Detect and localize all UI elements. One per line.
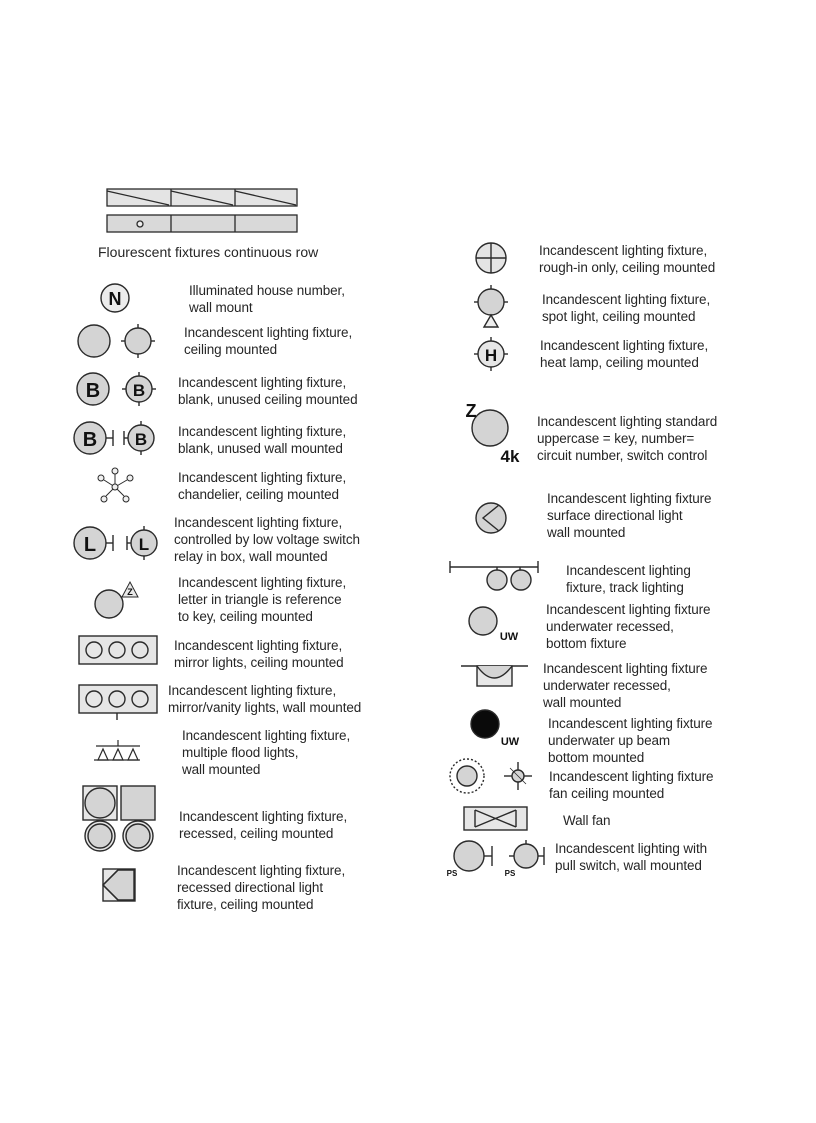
blank-ceiling-symbol [77, 372, 156, 406]
desc-mirror-wall: Incandescent lighting fixture, mirror/vanity lights, wall mounted [168, 683, 362, 715]
desc-mirror-ceiling: Incandescent lighting fixture, mirror lights, ceiling mounted [174, 638, 344, 670]
underwater-upbeam-letters: UW [500, 736, 520, 748]
standard-circuit-number: 4k [500, 447, 520, 466]
low-voltage-letter-2: L [138, 535, 150, 554]
underwater-bottom-symbol [469, 607, 519, 643]
blank-wall-letter-2: B [134, 430, 148, 449]
desc-recessed: Incandescent lighting fixture, recessed, ceiling mounted [179, 809, 348, 841]
pull-switch-letters-1: PS [446, 869, 458, 878]
chandelier-symbol [98, 468, 133, 502]
fluorescent-caption: Flourescent fixtures continuous row [98, 244, 319, 260]
blank-wall-symbol [74, 421, 154, 455]
desc-house-number: Illuminated house number, wall mount [189, 283, 345, 315]
wall-fan-symbol [464, 807, 527, 830]
standard-symbol [466, 401, 520, 466]
pull-switch-symbol [447, 840, 544, 878]
recessed-directional-symbol [103, 869, 135, 901]
fluorescent-symbol [107, 189, 297, 232]
house-number-letter: N [108, 289, 122, 309]
surface-directional-symbol [476, 503, 506, 533]
desc-pull-switch: Incandescent lighting with pull switch, wall mounted [555, 841, 707, 873]
desc-standard: Incandescent lighting standard uppercase = key, number= circuit number, switch control [537, 414, 718, 463]
underwater-upbeam-symbol [471, 710, 520, 748]
desc-ceiling-mounted: Incandescent lighting fixture, ceiling mounted [184, 325, 353, 357]
desc-underwater-bottom: Incandescent lighting fixture underwater recessed, bottom fixture [546, 602, 711, 651]
low-voltage-symbol [74, 526, 157, 560]
desc-letter-triangle: Incandescent lighting fixture, letter in triangle is reference to key, ceiling mounted [178, 575, 347, 624]
desc-blank-ceiling: Incandescent lighting fixture, blank, unused ceiling mounted [178, 375, 358, 407]
desc-track: Incandescent lighting fixture, track lighting [566, 563, 691, 595]
underwater-wall-symbol [461, 666, 528, 686]
fan-ceiling-symbol [450, 759, 532, 793]
recessed-symbol [83, 786, 155, 851]
desc-surface-directional: Incandescent lighting fixture surface directional light wall mounted [547, 491, 712, 540]
heat-lamp-letter: H [484, 346, 498, 365]
rough-in-symbol [476, 243, 506, 273]
ceiling-mounted-symbol [78, 324, 155, 358]
desc-fan-ceiling: Incandescent lighting fixture fan ceiling mounted [549, 769, 714, 801]
standard-key-letter: Z [465, 401, 477, 421]
mirror-ceiling-symbol [79, 636, 157, 664]
desc-rough-in: Incandescent lighting fixture, rough-in only, ceiling mounted [539, 243, 716, 275]
spot-light-symbol [474, 285, 508, 327]
low-voltage-letter-1: L [83, 534, 97, 556]
track-symbol [450, 561, 538, 590]
desc-underwater-upbeam: Incandescent lighting fixture underwater up beam bottom mounted [548, 716, 713, 765]
desc-chandelier: Incandescent lighting fixture, chandelier, ceiling mounted [178, 470, 347, 502]
desc-underwater-wall: Incandescent lighting fixture underwater recessed, wall mounted [543, 661, 708, 710]
desc-wall-fan: Wall fan [563, 813, 611, 828]
desc-flood-lights: Incandescent lighting fixture, multiple flood lights, wall mounted [182, 728, 351, 777]
desc-spot-light: Incandescent lighting fixture, spot light, ceiling mounted [542, 292, 711, 324]
blank-wall-letter-1: B [82, 429, 98, 451]
desc-blank-wall: Incandescent lighting fixture, blank, unused wall mounted [178, 424, 347, 456]
house-number-symbol [101, 284, 129, 312]
desc-heat-lamp: Incandescent lighting fixture, heat lamp, ceiling mounted [540, 338, 709, 370]
letter-triangle-symbol [95, 582, 138, 618]
desc-recessed-directional: Incandescent lighting fixture, recessed directional light fixture, ceiling mounted [177, 863, 346, 912]
desc-low-voltage: Incandescent lighting fixture, controlled by low voltage switch relay in box, wall mounted [174, 515, 360, 564]
triangle-letter: Z [127, 587, 133, 597]
heat-lamp-symbol [474, 337, 508, 371]
flood-lights-symbol [94, 740, 140, 760]
blank-ceiling-letter-2: B [132, 381, 146, 400]
blank-ceiling-letter-1: B [85, 380, 101, 402]
mirror-wall-symbol [79, 685, 157, 720]
underwater-bottom-letters: UW [499, 631, 519, 643]
pull-switch-letters-2: PS [504, 869, 516, 878]
